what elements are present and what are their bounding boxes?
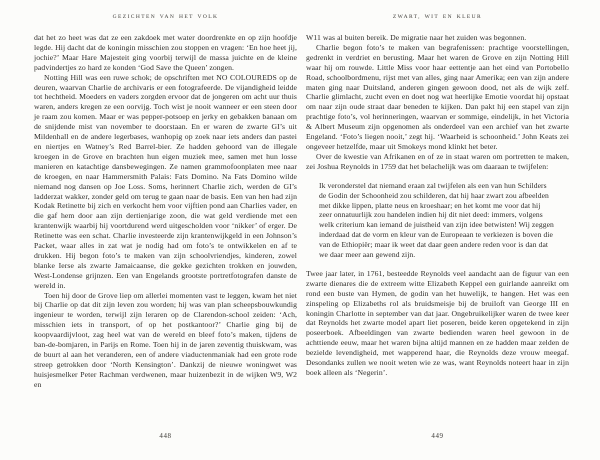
left-running-head: GEZICHTEN VAN HET VOLK xyxy=(112,14,219,20)
right-page-number: 449 xyxy=(431,432,444,440)
left-paragraph-2: Notting Hill was een ruwe schok; de opschriften met NO COLOUREDS op de deuren, waarvan Charlie de archivaris er een fotografeerde. De vijandigheid leidde tot hechtheid. Moeders en vaders zorgden ervoor dat de jongeren om acht uur thuis waren, anders kregen ze een oorvijg. Toch wist je nooit wanneer er een steen door je raam zou komen. Maar er was pepper-potsoep en jerky en gebakken banaan om de snijdende mist van november te doorstaan. En er waren de zwarte GI’s uit Mildenhall en de andere legerbases, wanhopig op zoek naar iets anders dan pastei en niertjes en Watney’s Red Barrel-bier. Ze hadden gehoord van de illegale kroegen in de Grove en brachten hun eigen muziek mee, samen met hun losse manieren en katachtige dansbewegingen. Ze namen grammofoonplaten mee naar de kroegen, en naar Hammersmith Palais: Fats Domino. Na Fats Domino wilde niemand nog dansen op Joe Loss. Soms, herinnert Charlie zich, werden de GI’s ladderzat wakker, zonder geld om terug te gaan naar de basis. Een van hen had zijn Kodak Retinette bij zich en verkocht hem voor vijftien pond aan Charlies vader, en die gaf hem door aan zijn dertienjarige zoon, die wat geld verdiende met een krantenwijk waarbij hij voortdurend werd uitgescholden voor ‘nikker’ of erger. De Retinette was een schat. Charlie investeerde zijn krantenwijkgeld in een Johnson’s Packet, waar alles in zat wat je nodig had om foto’s te ontwikkelen en af te drukken. Hij begon foto’s te maken van zijn schoolvriendjes, kinderen, zowel blanke Ierse als zwarte Jamaicaanse, die gekke gezichten trokken en jouwden, West-Londense grijnzen. Een van Engelands grootste portretfotografen danste de wereld in. xyxy=(34,72,297,290)
left-page xyxy=(34,14,297,454)
reynolds-block-quote: Ik veronderstel dat niemand eraan zal twijfelen als een van hun Schilders de Godin der Schoonheid zou schilderen, dat hij haar zwart zou afbeelden met dikke lippen, platte neus en kroeshaar; en het komt me voor dat hij zeer onnatuurlijk zou handelen indien hij dit niet deed: immers, volgens welk criterium kan iemand de juistheid van zijn idee betwisten! Wij zeggen inderdaad dat de vorm en kleur van de Europeaan te verkiezen is boven die van de Ethiopiër; maar ik weet dat daar geen andere reden voor is dan dat we daar meer aan gewend zijn. xyxy=(319,180,554,260)
right-paragraph-2: Charlie begon foto’s te maken van begrafenissen: prachtige voorstellingen, gedrenkt in verdriet en berusting. Maar het waren de Grove en zijn Notting Hill waar hij om rouwde. Little Miss voor haar eettentje aan het eind van Portobello Road, schoolbordmenu, rijst met van alles, ging naar Amerika; een van zijn andere maten ging naar Duitsland, anderen gingen gewoon dood, net als de wijk zelf. Charlie glimlacht, zucht even en doet nog wat heerlijke Emotie voordat hij opstaat om naar zijn oude straat daar beneden te kijken. Dan pakt hij een stapel van zijn prachtige foto’s, vol herinneringen, waarvan er sommige, eindelijk, in het Victoria & Albert Museum zijn opgenomen als onderdeel van een archief van het zwarte Engeland. ‘Foto’s liegen nooit,’ zegt hij. ‘Waarheid is schoonheid.’ John Keats zei ongeveer hetzelfde, maar uit Smokeys mond klinkt het beter. xyxy=(306,42,569,151)
right-body-text xyxy=(306,33,569,378)
right-paragraph-3: Over de kwestie van Afrikanen en of ze in staat waren om portretten te maken, zei Joshua Reynolds in 1759 dat het belachelijk was om daaraan te twijfelen: xyxy=(306,151,569,171)
right-running-head: ZWART, WIT EN KLEUR xyxy=(392,14,483,20)
left-page-number: 448 xyxy=(159,432,172,440)
left-body-text xyxy=(34,33,297,390)
right-paragraph-1: W11 was al buiten bereik. De migratie naar het zuiden was begonnen. xyxy=(306,33,527,42)
right-page xyxy=(306,14,569,454)
left-paragraph-3: Toen hij door de Grove liep om allerlei momenten vast te leggen, kwam het niet bij Charlie op dat dit zijn leven zou worden; hij was van plan scheepsbouwkundig ingenieur te worden, terwijl zijn leraren op de Clarendon-school zeiden: ‘Ach, misschien iets in transport, of op het postkantoor?’ Charlie ging bij de koopvaardijvloot, zag heel wat van de wereld en bleef foto’s maken, tijdens de ban-de-bomjaren, in Parijs en Rome. Toen hij in de jaren zeventig thuiskwam, was de buurt al aan het veranderen, een of andere viaductenmaniak had een grote rode streep getrokken door ‘North Kensington’. Dankzij de nieuwe woningwet was huisjesmelker Peter Rachman verdwenen, maar huizenbezit in de wijken W9, W2 en xyxy=(34,290,297,389)
left-paragraph-1: dat het zo heet was dat ze een zakdoek met water doordrenkte en op zijn hoofdje legde. Hij dacht dat de koningin misschien zou stoppen en vragen: ‘En hoe heet jij, jochie?’ Maar Hare Majesteit ging voorbij terwijl de massa juichte en de kleine padvindertjes zo hard ze konden ‘God Save the Queen’ zongen. xyxy=(34,33,297,72)
right-closing-paragraph: Twee jaar later, in 1761, besteedde Reynolds veel aandacht aan de figuur van een zwarte dienares die de extreem witte Elizabeth Keppel een guirlande aanreikt om rond een buste van Hymen, de godin van het huwelijk, te hangen. Het was een zinspeling op Elizabeths rol als bruidsmeisje bij de bruiloft van George III en koningin Charlotte in september van dat jaar. Ongebruikelijker waren de twee keer dat Reynolds het zwarte model apart liet poseren, beide keren opgetekend in zijn poseerboek. Afbeeldingen van zwarte bedienden waren heel gewoon in de achttiende eeuw, maar het waren bijna altijd mannen en ze hadden maar zelden de bezielde levendigheid, met wapperend haar, die Reynolds deze vrouw meegaf. Desondanks zullen we nooit weten wie ze was, want Reynolds noteert haar in zijn boek alleen als ‘Negerin’. xyxy=(306,268,569,377)
